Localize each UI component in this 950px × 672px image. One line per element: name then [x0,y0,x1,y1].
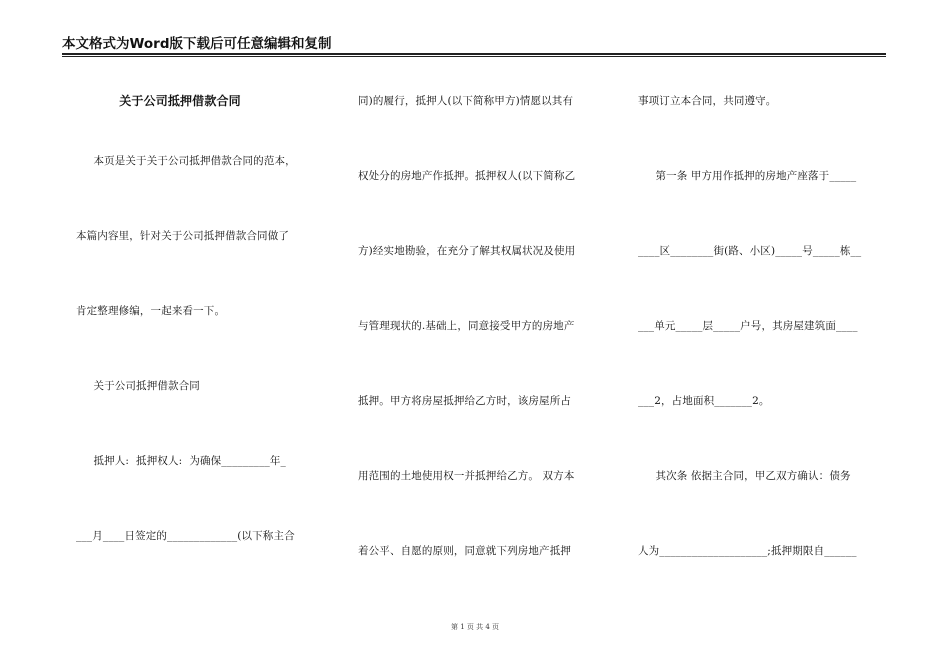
text-line: 其次条 依据主合同，甲乙双方确认：债务 [638,470,851,482]
document-title: 关于公司抵押借款合同 [76,94,241,108]
text-line: ___单元_____层_____户号，其房屋建筑面____ [638,320,858,332]
text-line: 本页是关于关于公司抵押借款合同的范本， [76,155,296,167]
text-line: 用范围的土地使用权一并抵押给乙方。 双方本 [358,470,575,482]
text-line: ___2，占地面积_______2。 [638,395,770,407]
text-column-3 [638,0,888,672]
text-line: 与管理现状的.基础上，同意接受甲方的房地产 [358,320,575,332]
text-line: 抵押人: 抵押权人: 为确保_________年_ [76,455,286,467]
page-number: 第 1 页 共 4 页 [450,623,500,631]
text-line: 事项订立本合同，共同遵守。 [638,95,777,107]
document-header: 本文格式为Word版下载后可任意编辑和复制 [62,36,332,52]
text-line: 关于公司抵押借款合同 [76,380,200,392]
text-column-2 [358,0,608,672]
text-line: ___月____日签定的_____________(以下称主合 [76,530,295,542]
text-line: 同)的履行，抵押人(以下简称甲方)情愿以其有 [358,95,574,107]
text-line: ____区________街(路、小区)_____号_____栋__ [638,245,862,257]
text-column-1 [76,0,326,672]
text-line: 本篇内容里，针对关于公司抵押借款合同做了 [76,230,289,242]
text-line: 权处分的房地产作抵押。抵押权人(以下简称乙 [358,170,576,182]
text-line: 人为____________________;抵押期限自______ [638,545,857,557]
text-line: 方)经实地勘验，在充分了解其权属状况及使用 [358,245,576,257]
text-line: 抵押。甲方将房屋抵押给乙方时，该房屋所占 [358,395,571,407]
text-line: 肯定整理修编，一起来看一下。 [76,305,226,317]
text-line: 第一条 甲方用作抵押的房地产座落于_____ [638,170,857,182]
text-line: 着公平、自愿的原则，同意就下列房地产抵押 [358,545,571,557]
